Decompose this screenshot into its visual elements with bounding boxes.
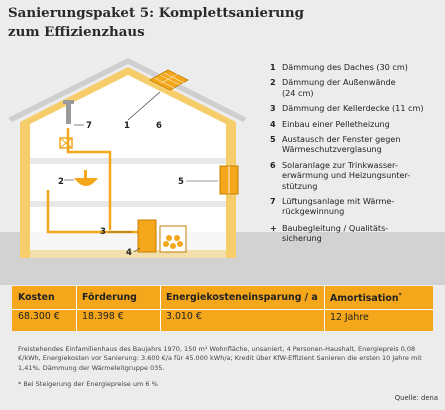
measure-text: Solaranlage zur Trinkwasser- erwärmung und Heizungsunter- stützung: [282, 159, 411, 191]
measure-text: Dämmung des Daches (30 cm): [282, 62, 408, 72]
summary-amortisation: [330, 292, 402, 323]
source: Quelle: dena: [394, 394, 438, 402]
page-title: Sanierungspaket 5: Komplettsanierung zum Effizienzhaus: [8, 5, 304, 40]
measure-number: +: [270, 222, 277, 233]
upper-ceiling: [30, 158, 226, 164]
summary-foerderung: [82, 292, 137, 322]
house-label-6: 6: [156, 121, 162, 131]
measure-text: Dämmung der Kellerdecke (11 cm): [282, 103, 424, 114]
measure-item: [270, 103, 442, 113]
einsparung-label: Energiekosteneinsparung / a: [166, 292, 318, 303]
measure-item: [270, 223, 442, 244]
measure-item: [270, 160, 442, 191]
measure-number: 2: [270, 77, 276, 88]
kosten-value: 68.300 €: [18, 311, 60, 322]
measure-item: [270, 77, 442, 98]
measure-number: 5: [270, 134, 276, 145]
assumptions-note: Freistehendes Einfamilienhaus des Baujahrs 1970, 150 m² Wohnfläche, unsaniert, 4 Personen-Haushalt, Energiepreis 0,08 €/kWh, Energiekosten vor Sanierung: 3.600 €/a für 45.000 kWh/a; Kredit über KfW-Effizient Sanieren die ersten 10 Jahre mit 1,41%. Dämmung der Wärmeleitgruppe 035.: [18, 345, 422, 372]
measure-text: Dämmung der Außenwände (24 cm): [282, 77, 396, 98]
measure-item: [270, 196, 442, 217]
house-label-7: 7: [86, 121, 92, 131]
measure-number: 3: [270, 103, 276, 114]
measure-text: Austausch der Fenster gegen Wärmeschutzverglasung: [282, 134, 401, 155]
summary-kosten: [18, 292, 60, 322]
measure-number: 1: [270, 62, 276, 72]
measure-item: [270, 62, 442, 72]
measure-number: 7: [270, 196, 276, 207]
einsparung-value: 3.010 €: [166, 311, 202, 322]
measure-text: Lüftungsanlage mit Wärme- rückgewinnung: [282, 196, 395, 217]
measure-item: [270, 119, 442, 129]
measure-number: 4: [270, 118, 276, 129]
house-label-3: 3: [100, 227, 106, 237]
house-label-5: 5: [178, 177, 184, 187]
kosten-label: Kosten: [18, 292, 55, 303]
vent-pipe: [66, 102, 71, 124]
amortisation-value: 12 Jahre: [330, 312, 369, 324]
amortisation-label: Amortisation: [330, 293, 399, 305]
footnote: * Bei Steigerung der Energiepreise um 6 %: [18, 380, 158, 388]
house-label-4: 4: [126, 248, 132, 258]
cellar-ceiling: [30, 201, 226, 207]
amortisation-footnote-mark: *: [398, 292, 402, 299]
summary-einsparung: [166, 292, 318, 322]
house-label-2: 2: [58, 177, 64, 187]
pellet-boiler: [138, 220, 156, 252]
summary-divider: [324, 286, 325, 331]
measure-text: Baubegleitung / Qualitäts- sicherung: [282, 222, 389, 244]
summary-divider: [76, 286, 77, 331]
measure-number: 6: [270, 159, 276, 170]
summary-bar: [12, 286, 433, 331]
measure-text: Einbau einer Pelletheizung: [282, 118, 390, 129]
measures-list: [270, 62, 442, 249]
summary-divider: [160, 286, 161, 331]
foerderung-value: 18.398 €: [82, 311, 124, 322]
foerderung-label: Förderung: [82, 292, 137, 303]
house-label-1: 1: [124, 121, 130, 131]
measure-item: [270, 134, 442, 155]
